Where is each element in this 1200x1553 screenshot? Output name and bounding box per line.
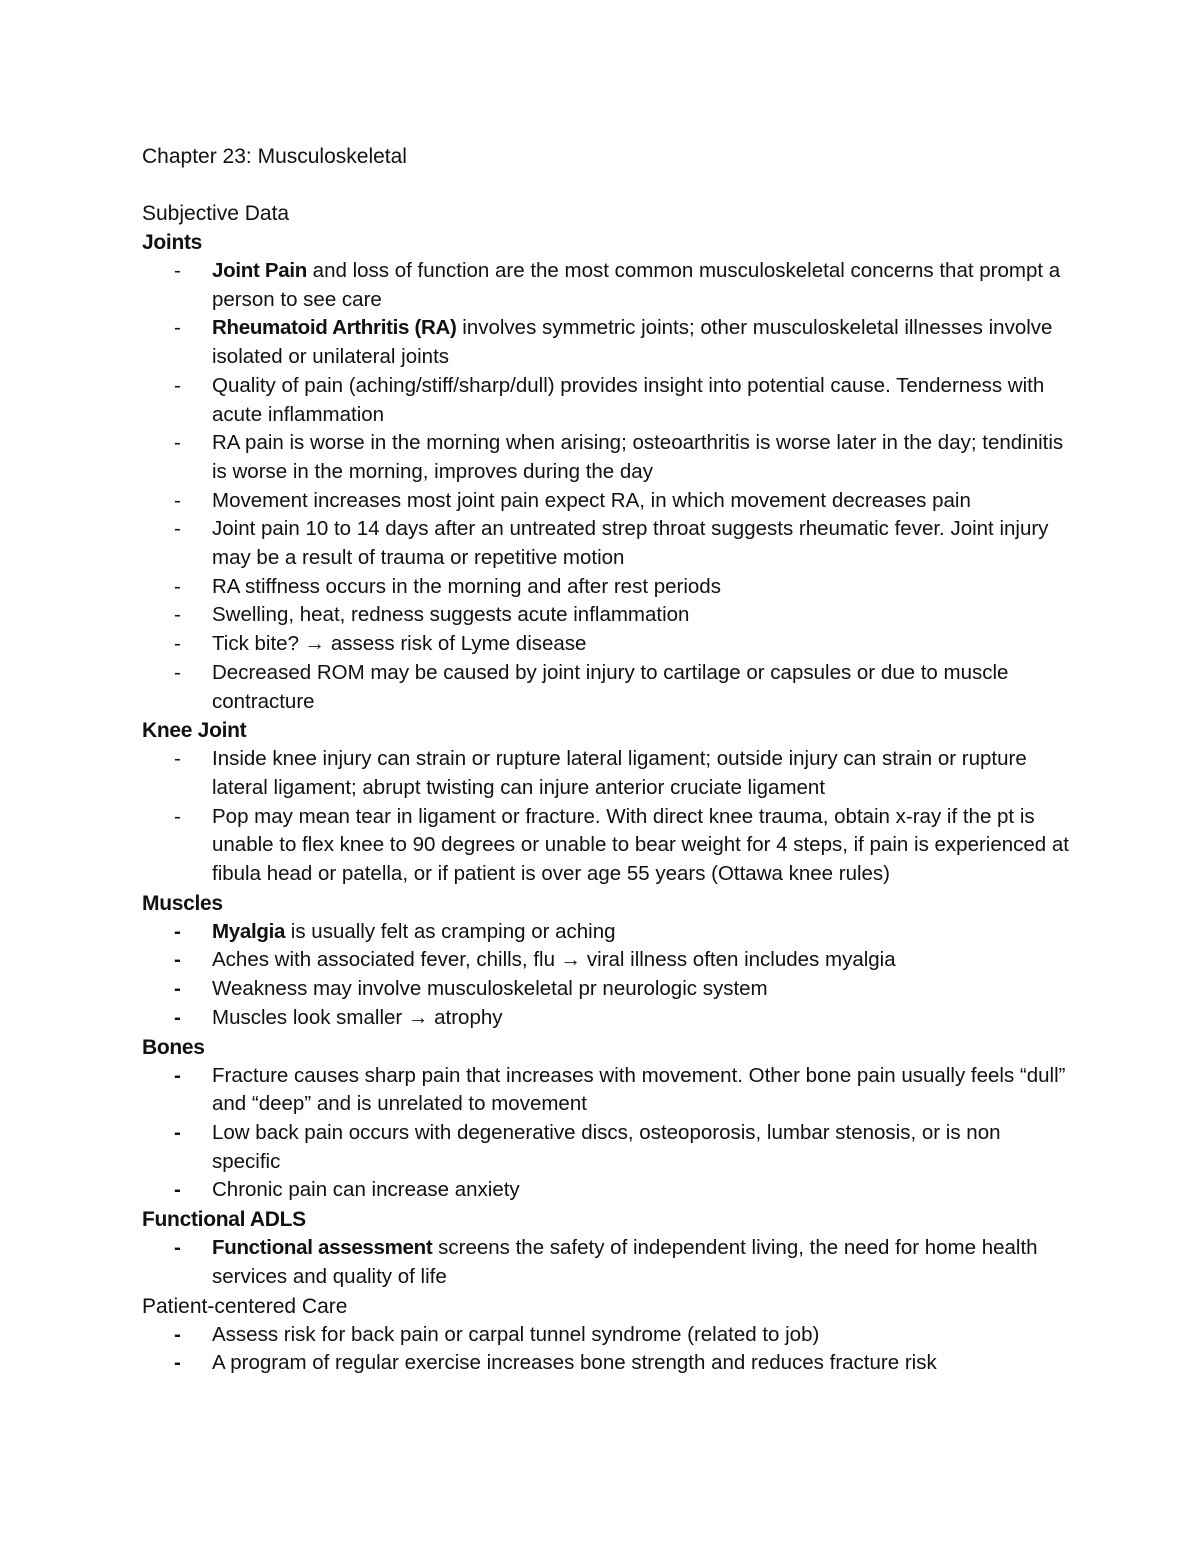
bullet-dash: - [174,1120,181,1144]
item-text: Inside knee injury can strain or rupture lateral ligament; outside injury can strain or rupture lateral ligament; abrupt twisting can injure anterior cruciate ligament [212,747,1027,799]
bullet-dash: - [174,1322,181,1346]
bold-term: Rheumatoid Arthritis (RA) [212,316,457,340]
bullet-dash: - [174,660,181,684]
bullet-dash: - [174,1236,181,1260]
bullet-dash: - [174,1351,181,1375]
list-item [142,257,1072,314]
item-text: Decreased ROM may be caused by joint injury to cartilage or capsules or due to muscle contracture [212,660,1009,713]
item-text: Joint pain 10 to 14 days after an untreated strep throat suggests rheumatic fever. Joint injury may be a result of trauma or repetitive motion [212,517,1049,570]
list-item [142,659,1072,716]
list-item [142,918,1072,947]
bullet-dash: - [174,316,181,340]
item-text: Chronic pain can increase anxiety [212,1178,520,1202]
bullet-dash: - [174,1178,181,1202]
item-text: Tick bite? → assess risk of Lyme disease [212,632,587,656]
bullet-dash: - [174,747,181,771]
bold-term: Joint Pain [212,259,307,282]
list-item [142,573,1072,602]
list-item [142,1321,1072,1350]
bold-term: Myalgia [212,919,286,943]
list-item [142,946,1072,975]
list-item [142,1349,1072,1378]
bullet-dash: - [174,919,181,943]
bullet-dash: - [174,488,181,512]
bullet-dash: - [174,632,181,656]
item-text: Swelling, heat, redness suggests acute inflammation [212,603,690,627]
list-item [142,1176,1072,1205]
item-text: A program of regular exercise increases bone strength and reduces fracture risk [212,1351,937,1375]
list-item [142,314,1072,371]
bullet-dash: - [174,603,181,627]
bullet-list [142,257,1072,716]
spacer [142,171,1072,199]
sections-container [142,228,1072,1378]
section-heading: Muscles [142,891,223,915]
section-heading: Knee Joint [142,719,247,743]
item-text: Assess risk for back pain or carpal tunnel syndrome (related to job) [212,1322,820,1346]
section-heading: Patient-centered Care [142,1294,348,1318]
item-text: Movement increases most joint pain expect RA, in which movement decreases pain [212,488,971,512]
section-title: Subjective Data [142,202,290,225]
item-text: Low back pain occurs with degenerative discs, osteoporosis, lumbar stenosis, or is non specific [212,1120,1001,1173]
list-item [142,372,1072,429]
bullet-dash: - [174,948,181,972]
bullet-list [142,1321,1072,1378]
list-item [142,975,1072,1004]
item-text: Weakness may involve musculoskeletal pr neurologic system [212,977,768,1001]
section-heading: Joints [142,231,203,254]
section-heading: Bones [142,1035,205,1059]
bullet-dash: - [174,804,181,828]
item-text: Muscles look smaller → atrophy [212,1005,503,1029]
list-item [142,630,1072,659]
bullet-dash: - [174,517,181,541]
bullet-list [142,918,1072,1033]
bullet-dash: - [174,1063,181,1087]
item-text: RA stiffness occurs in the morning and after rest periods [212,574,721,598]
bullet-list [142,1234,1072,1291]
list-item [142,601,1072,630]
bold-term: Functional assessment [212,1236,433,1260]
item-text: RA pain is worse in the morning when arising; osteoarthritis is worse later in the day; tendinitis is worse in the morning, improves during the day [212,431,1064,483]
bullet-dash: - [174,431,181,455]
list-item [142,429,1072,486]
item-text: Aches with associated fever, chills, flu → viral illness often includes myalgia [212,948,896,972]
list-item [142,1119,1072,1176]
bullet-dash: - [174,373,181,397]
item-text: Quality of pain (aching/stiff/sharp/dull) provides insight into potential cause. Tenderness with acute inflammation [212,373,1045,426]
document-page [142,142,1072,1378]
list-item [142,1234,1072,1291]
list-item [142,515,1072,572]
item-text: Fracture causes sharp pain that increases with movement. Other bone pain usually feels “dull” and “deep” and is unrelated to movement [212,1063,1066,1116]
chapter-title: Chapter 23: Musculoskeletal [142,145,407,168]
item-text: Pop may mean tear in ligament or fracture. With direct knee trauma, obtain x-ray if the pt is unable to flex knee to 90 degrees or unable to bear weight for 4 steps, if pain is experienced at fibula head or patella, or if patient is over age 55 years (Ottawa knee rules) [212,804,1069,886]
list-item [142,803,1072,889]
item-text: is usually felt as cramping or aching [285,919,616,943]
list-item [142,745,1072,802]
list-item [142,487,1072,516]
item-text: screens the safety of independent living, the need for home health services and quality of life [212,1236,1038,1288]
bullet-dash: - [174,1005,181,1029]
item-text: involves symmetric joints; other musculoskeletal illnesses involve isolated or unilateral joints [212,316,1053,369]
bullet-dash: - [174,259,181,282]
list-item [142,1062,1072,1119]
bullet-list [142,745,1072,889]
bullet-dash: - [174,977,181,1001]
item-text: and loss of function are the most common musculoskeletal concerns that prompt a person to see care [212,259,1061,311]
list-item [142,1004,1072,1033]
bullet-dash: - [174,574,181,598]
bullet-list [142,1062,1072,1206]
section-heading: Functional ADLS [142,1208,306,1232]
